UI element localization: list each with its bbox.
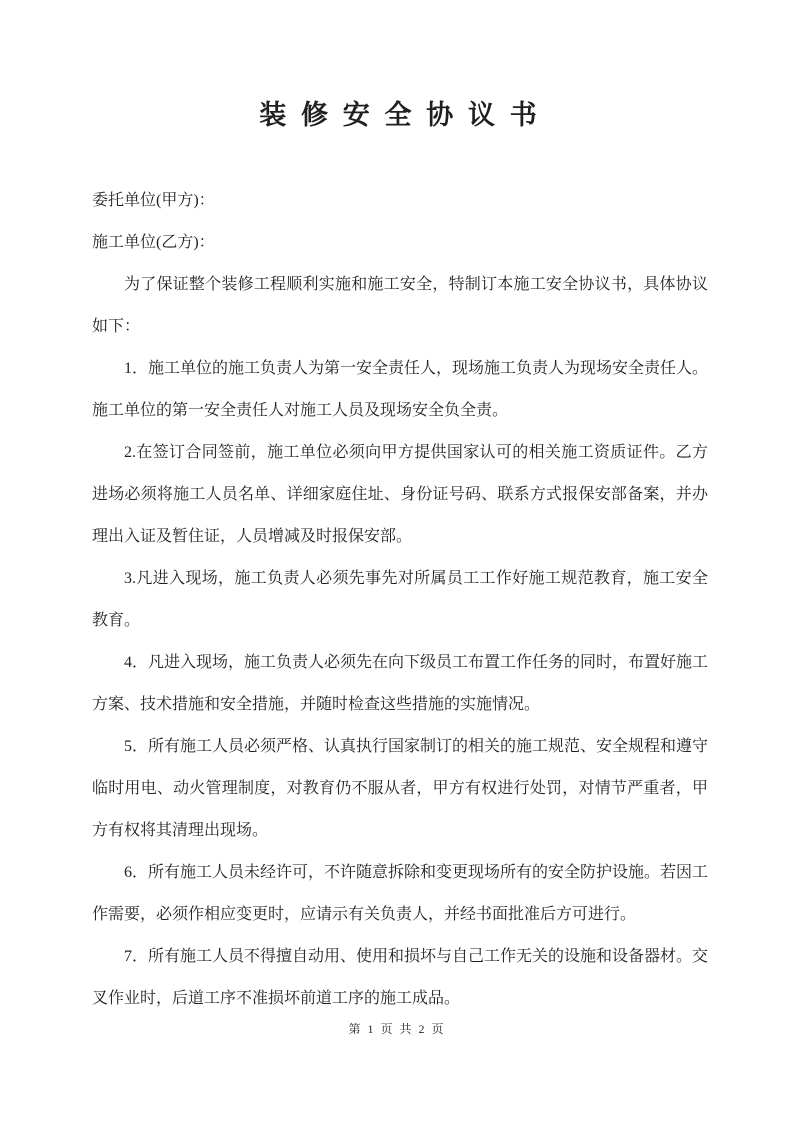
clause-6: 6．所有施工人员未经许可，不许随意拆除和变更现场所有的安全防护设施。若因工作需要，必须作相应变更时，应请示有关负责人，并经书面批准后方可进行。: [92, 864, 709, 923]
clause-1: 1．施工单位的施工负责人为第一安全责任人，现场施工负责人为现场安全责任人。施工单位的第一安全责任人对施工人员及现场安全负全责。: [92, 360, 709, 419]
clause-5: 5．所有施工人员必须严格、认真执行国家制订的相关的施工规范、安全规程和遵守临时用电、动火管理制度，对教育仍不服从者，甲方有权进行处罚，对情节严重者，甲方有权将其清理出现场。: [92, 738, 709, 839]
clause-2: 2.在签订合同签前，施工单位必须向甲方提供国家认可的相关施工资质证件。乙方进场必须将施工人员名单、详细家庭住址、身份证号码、联系方式报保安部备案，并办理出入证及暂住证，人员增减及时报保安部。: [92, 444, 708, 545]
intro-paragraph: 为了保证整个装修工程顺利实施和施工安全，特制订本施工安全协议书，具体协议如下：: [92, 276, 708, 335]
clause-3: 3.凡进入现场，施工负责人必须先事先对所属员工工作好施工规范教育，施工安全教育。: [92, 570, 708, 629]
party-b-line: 施工单位(乙方)：: [92, 234, 215, 251]
clause-7: 7．所有施工人员不得擅自动用、使用和损坏与自己工作无关的设施和设备器材。交叉作业时，后道工序不准损坏前道工序的施工成品。: [92, 948, 709, 1007]
document-content: [92, 0, 708, 1020]
clause-4: 4．凡进入现场，施工负责人必须先在向下级员工布置工作任务的同时，布置好施工方案、技术措施和安全措施，并随时检查这些措施的实施情况。: [92, 654, 709, 713]
document-title: 装 修 安 全 协 议 书: [259, 100, 541, 130]
page-number-footer: 第 1 页 共 2 页: [348, 1022, 446, 1036]
party-a-line: 委托单位(甲方)：: [92, 192, 215, 209]
